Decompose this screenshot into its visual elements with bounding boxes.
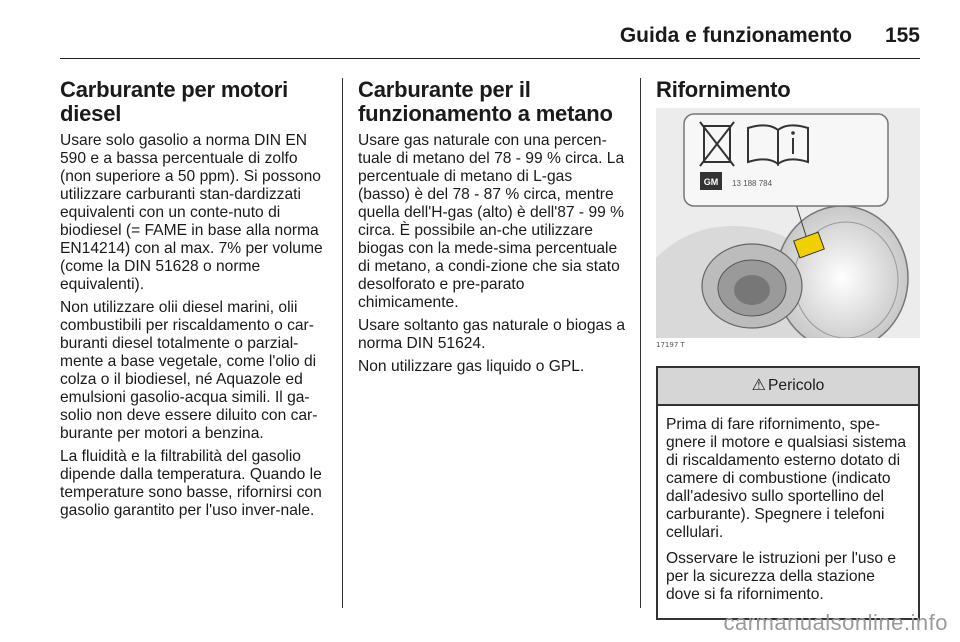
heading-diesel: Carburante per motori diesel xyxy=(60,77,289,126)
paragraph: La fluidità e la filtrabilità del gasolio dipende dalla temperatura. Quando le temperature sono basse, rifornirsi con gasolio garantito per l'uso inver-nale. xyxy=(60,448,322,519)
heading-metano: Carburante per il funzionamento a metano xyxy=(358,77,613,126)
column-divider xyxy=(640,78,641,608)
column-divider xyxy=(342,78,343,608)
fuel-door-drawing xyxy=(656,108,920,338)
paragraph: Prima di fare rifornimento, spe-gnere il motore e qualsiasi sistema di riscaldamento esterno dotato di camere di combustione (indicato dall'adesivo sullo sportellino del carburante). Spegnere i telefoni cellulari. xyxy=(666,416,907,541)
section-title: Guida e funzionamento xyxy=(619,24,852,47)
paragraph: Non utilizzare olii diesel marini, olii combustibili per riscaldamento o car-buranti diesel totalmente o parzial-mente a base vegetale, come l'olio di colza o il biodiesel, né Aquazole ed emulsioni gasolio-acqua simili. Il ga-solio non deve essere diluito con car-burante per motori a benzina. xyxy=(60,299,318,442)
fuel-door-illustration xyxy=(656,108,920,358)
paragraph: Usare solo gasolio a norma DIN EN 590 e a bassa percentuale di zolfo (non superiore a 50 ppm). Si possono utilizzare carburanti stan-dardizzati equivalenti con un conte-nuto di biodiesel (= FAME in base alla norma EN14214) con al max. 7% per volume (come la DIN 51628 o norme equivalenti). xyxy=(60,132,323,293)
danger-title: Pericolo xyxy=(768,377,825,394)
warning-triangle-icon: ⚠ xyxy=(751,377,766,394)
heading-rifornimento: Rifornimento xyxy=(656,77,791,102)
paragraph: Usare soltanto gas naturale o biogas a norma DIN 51624. xyxy=(358,317,625,352)
label-code: 13 188 784 xyxy=(732,179,773,188)
danger-box xyxy=(656,366,920,620)
page-number: 155 xyxy=(884,24,920,47)
figure-caption: 17197 T xyxy=(656,341,685,349)
watermark: carmanualsonline.info xyxy=(723,610,948,635)
page-header xyxy=(60,14,920,59)
danger-header xyxy=(658,368,918,406)
column-metano xyxy=(358,78,626,381)
brand-logo: GM xyxy=(703,177,719,187)
paragraph: Usare gas naturale con una percen-tuale di metano del 78 - 99 % circa. La percentuale di metano di L-gas (basso) è del 78 - 87 % circa, mentre quella dell'H-gas (alto) è dell'87 - 99 % circa. È possibile an-che utilizzare biogas con la mede-sima percentuale di metano, a condi-zione che sia stato desolforato e pre-parato chimicamente. xyxy=(358,132,625,311)
column-rifornimento xyxy=(656,78,920,620)
column-diesel xyxy=(60,78,328,525)
danger-body xyxy=(658,406,918,618)
paragraph: Non utilizzare gas liquido o GPL. xyxy=(358,358,585,375)
paragraph: Osservare le istruzioni per l'uso e per la sicurezza della stazione dove si fa rifornimento. xyxy=(666,550,897,603)
